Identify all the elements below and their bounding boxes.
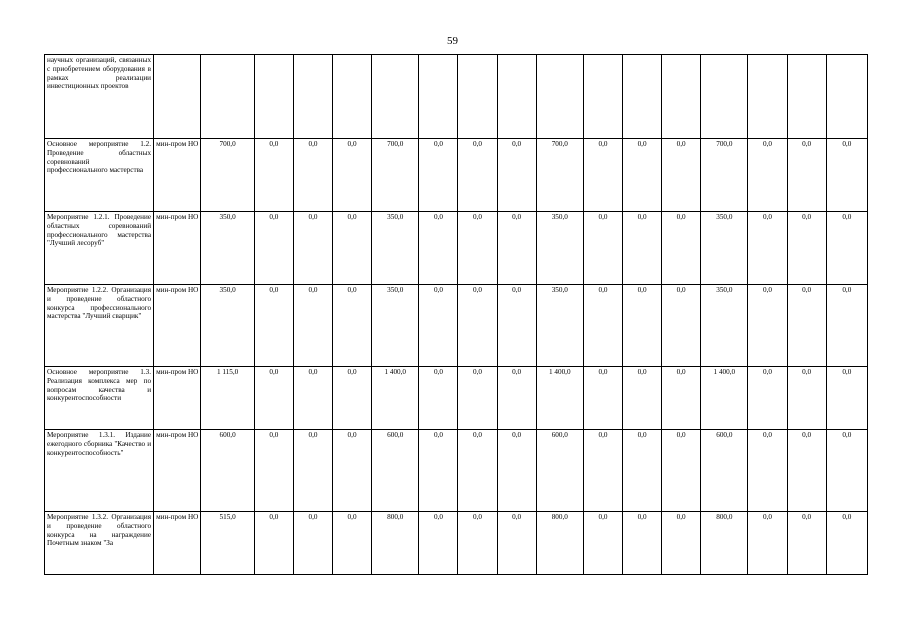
value-cell: 0,0 bbox=[583, 367, 622, 430]
value-cell: 0,0 bbox=[748, 512, 787, 575]
value-cell: 0,0 bbox=[497, 285, 536, 367]
value-cell: 0,0 bbox=[458, 285, 497, 367]
value-cell: 0,0 bbox=[662, 430, 701, 512]
page-number: 59 bbox=[447, 35, 458, 47]
activity-name: Мероприятие 1.2.1. Проведение областных соревнований профессионального мастерства "Лучший лесоруб" bbox=[45, 212, 154, 285]
value-cell: 0,0 bbox=[623, 285, 662, 367]
executor bbox=[154, 55, 201, 139]
value-cell: 0,0 bbox=[583, 285, 622, 367]
value-cell: 0,0 bbox=[787, 367, 826, 430]
executor: мин-пром НО bbox=[154, 430, 201, 512]
value-cell: 0,0 bbox=[583, 430, 622, 512]
value-cell: 0,0 bbox=[293, 212, 332, 285]
value-cell: 0,0 bbox=[497, 367, 536, 430]
empty-cell bbox=[583, 55, 622, 139]
value-cell: 350,0 bbox=[372, 212, 419, 285]
value-cell: 0,0 bbox=[662, 212, 701, 285]
value-cell: 515,0 bbox=[201, 512, 254, 575]
value-cell: 0,0 bbox=[333, 285, 372, 367]
value-cell: 0,0 bbox=[583, 212, 622, 285]
value-cell: 700,0 bbox=[701, 139, 748, 212]
value-cell: 1 400,0 bbox=[536, 367, 583, 430]
activity-name: научных организаций, связанных с приобретением оборудования в рамках реализации инвестиционных проектов bbox=[45, 55, 154, 139]
budget-table bbox=[44, 54, 868, 575]
value-cell: 700,0 bbox=[201, 139, 254, 212]
value-cell: 0,0 bbox=[419, 367, 458, 430]
value-cell: 0,0 bbox=[787, 212, 826, 285]
empty-cell bbox=[458, 55, 497, 139]
value-cell: 1 400,0 bbox=[372, 367, 419, 430]
value-cell: 0,0 bbox=[826, 512, 867, 575]
value-cell: 0,0 bbox=[458, 367, 497, 430]
empty-cell bbox=[419, 55, 458, 139]
value-cell: 0,0 bbox=[583, 512, 622, 575]
value-cell: 350,0 bbox=[372, 285, 419, 367]
executor: мин-пром НО bbox=[154, 139, 201, 212]
empty-cell bbox=[254, 55, 293, 139]
value-cell: 0,0 bbox=[458, 139, 497, 212]
empty-cell bbox=[333, 55, 372, 139]
empty-cell bbox=[201, 55, 254, 139]
value-cell: 0,0 bbox=[419, 285, 458, 367]
empty-cell bbox=[662, 55, 701, 139]
value-cell: 0,0 bbox=[293, 367, 332, 430]
value-cell: 350,0 bbox=[536, 212, 583, 285]
value-cell: 0,0 bbox=[623, 512, 662, 575]
value-cell: 0,0 bbox=[787, 139, 826, 212]
value-cell: 0,0 bbox=[254, 285, 293, 367]
executor: мин-пром НО bbox=[154, 212, 201, 285]
value-cell: 0,0 bbox=[787, 285, 826, 367]
value-cell: 0,0 bbox=[787, 430, 826, 512]
value-cell: 0,0 bbox=[662, 139, 701, 212]
empty-cell bbox=[623, 55, 662, 139]
table-row bbox=[45, 212, 868, 285]
value-cell: 0,0 bbox=[419, 139, 458, 212]
value-cell: 0,0 bbox=[748, 139, 787, 212]
value-cell: 0,0 bbox=[254, 139, 293, 212]
value-cell: 0,0 bbox=[748, 367, 787, 430]
value-cell: 350,0 bbox=[701, 285, 748, 367]
value-cell: 0,0 bbox=[662, 367, 701, 430]
value-cell: 0,0 bbox=[826, 430, 867, 512]
value-cell: 0,0 bbox=[254, 367, 293, 430]
value-cell: 0,0 bbox=[458, 430, 497, 512]
value-cell: 700,0 bbox=[372, 139, 419, 212]
value-cell: 0,0 bbox=[826, 367, 867, 430]
value-cell: 0,0 bbox=[419, 430, 458, 512]
value-cell: 0,0 bbox=[293, 285, 332, 367]
value-cell: 350,0 bbox=[201, 212, 254, 285]
value-cell: 0,0 bbox=[458, 512, 497, 575]
value-cell: 0,0 bbox=[497, 212, 536, 285]
value-cell: 0,0 bbox=[497, 512, 536, 575]
value-cell: 0,0 bbox=[623, 430, 662, 512]
value-cell: 1 400,0 bbox=[701, 367, 748, 430]
activity-name: Основное мероприятие 1.2. Проведение областных соревнований профессионального мастерства bbox=[45, 139, 154, 212]
executor: мин-пром НО bbox=[154, 367, 201, 430]
value-cell: 600,0 bbox=[701, 430, 748, 512]
empty-cell bbox=[293, 55, 332, 139]
empty-cell bbox=[497, 55, 536, 139]
value-cell: 0,0 bbox=[623, 212, 662, 285]
value-cell: 0,0 bbox=[826, 285, 867, 367]
table-row bbox=[45, 55, 868, 139]
value-cell: 0,0 bbox=[623, 367, 662, 430]
empty-cell bbox=[701, 55, 748, 139]
value-cell: 0,0 bbox=[826, 212, 867, 285]
value-cell: 0,0 bbox=[497, 139, 536, 212]
table-row bbox=[45, 285, 868, 367]
value-cell: 0,0 bbox=[333, 367, 372, 430]
value-cell: 0,0 bbox=[293, 430, 332, 512]
value-cell: 350,0 bbox=[701, 212, 748, 285]
value-cell: 350,0 bbox=[201, 285, 254, 367]
value-cell: 0,0 bbox=[748, 285, 787, 367]
empty-cell bbox=[536, 55, 583, 139]
value-cell: 0,0 bbox=[748, 430, 787, 512]
value-cell: 700,0 bbox=[536, 139, 583, 212]
empty-cell bbox=[826, 55, 867, 139]
value-cell: 600,0 bbox=[536, 430, 583, 512]
value-cell: 0,0 bbox=[333, 139, 372, 212]
value-cell: 0,0 bbox=[826, 139, 867, 212]
value-cell: 0,0 bbox=[748, 212, 787, 285]
value-cell: 0,0 bbox=[419, 212, 458, 285]
value-cell: 0,0 bbox=[333, 212, 372, 285]
table-row bbox=[45, 139, 868, 212]
empty-cell bbox=[372, 55, 419, 139]
value-cell: 0,0 bbox=[583, 139, 622, 212]
value-cell: 0,0 bbox=[333, 512, 372, 575]
value-cell: 0,0 bbox=[254, 212, 293, 285]
value-cell: 0,0 bbox=[662, 512, 701, 575]
activity-name: Мероприятие 1.3.1. Издание ежегодного сборника "Качество и конкурентоспособность" bbox=[45, 430, 154, 512]
value-cell: 0,0 bbox=[254, 430, 293, 512]
value-cell: 0,0 bbox=[419, 512, 458, 575]
activity-name: Мероприятие 1.3.2. Организация и проведение областного конкурса на награждение Почетным знаком "За bbox=[45, 512, 154, 575]
value-cell: 800,0 bbox=[536, 512, 583, 575]
value-cell: 0,0 bbox=[458, 212, 497, 285]
activity-name: Основное мероприятие 1.3. Реализация комплекса мер по вопросам качества и конкурентоспособности bbox=[45, 367, 154, 430]
value-cell: 0,0 bbox=[254, 512, 293, 575]
value-cell: 0,0 bbox=[333, 430, 372, 512]
value-cell: 0,0 bbox=[662, 285, 701, 367]
value-cell: 350,0 bbox=[536, 285, 583, 367]
activity-name: Мероприятие 1.2.2. Организация и проведение областного конкурса профессионального мастерства "Лучший сварщик" bbox=[45, 285, 154, 367]
empty-cell bbox=[748, 55, 787, 139]
value-cell: 0,0 bbox=[623, 139, 662, 212]
value-cell: 600,0 bbox=[372, 430, 419, 512]
value-cell: 0,0 bbox=[787, 512, 826, 575]
value-cell: 800,0 bbox=[372, 512, 419, 575]
table-row bbox=[45, 367, 868, 430]
executor: мин-пром НО bbox=[154, 512, 201, 575]
executor: мин-пром НО bbox=[154, 285, 201, 367]
value-cell: 0,0 bbox=[293, 139, 332, 212]
table-row bbox=[45, 430, 868, 512]
value-cell: 600,0 bbox=[201, 430, 254, 512]
empty-cell bbox=[787, 55, 826, 139]
table-row bbox=[45, 512, 868, 575]
value-cell: 800,0 bbox=[701, 512, 748, 575]
value-cell: 0,0 bbox=[497, 430, 536, 512]
value-cell: 1 115,0 bbox=[201, 367, 254, 430]
value-cell: 0,0 bbox=[293, 512, 332, 575]
